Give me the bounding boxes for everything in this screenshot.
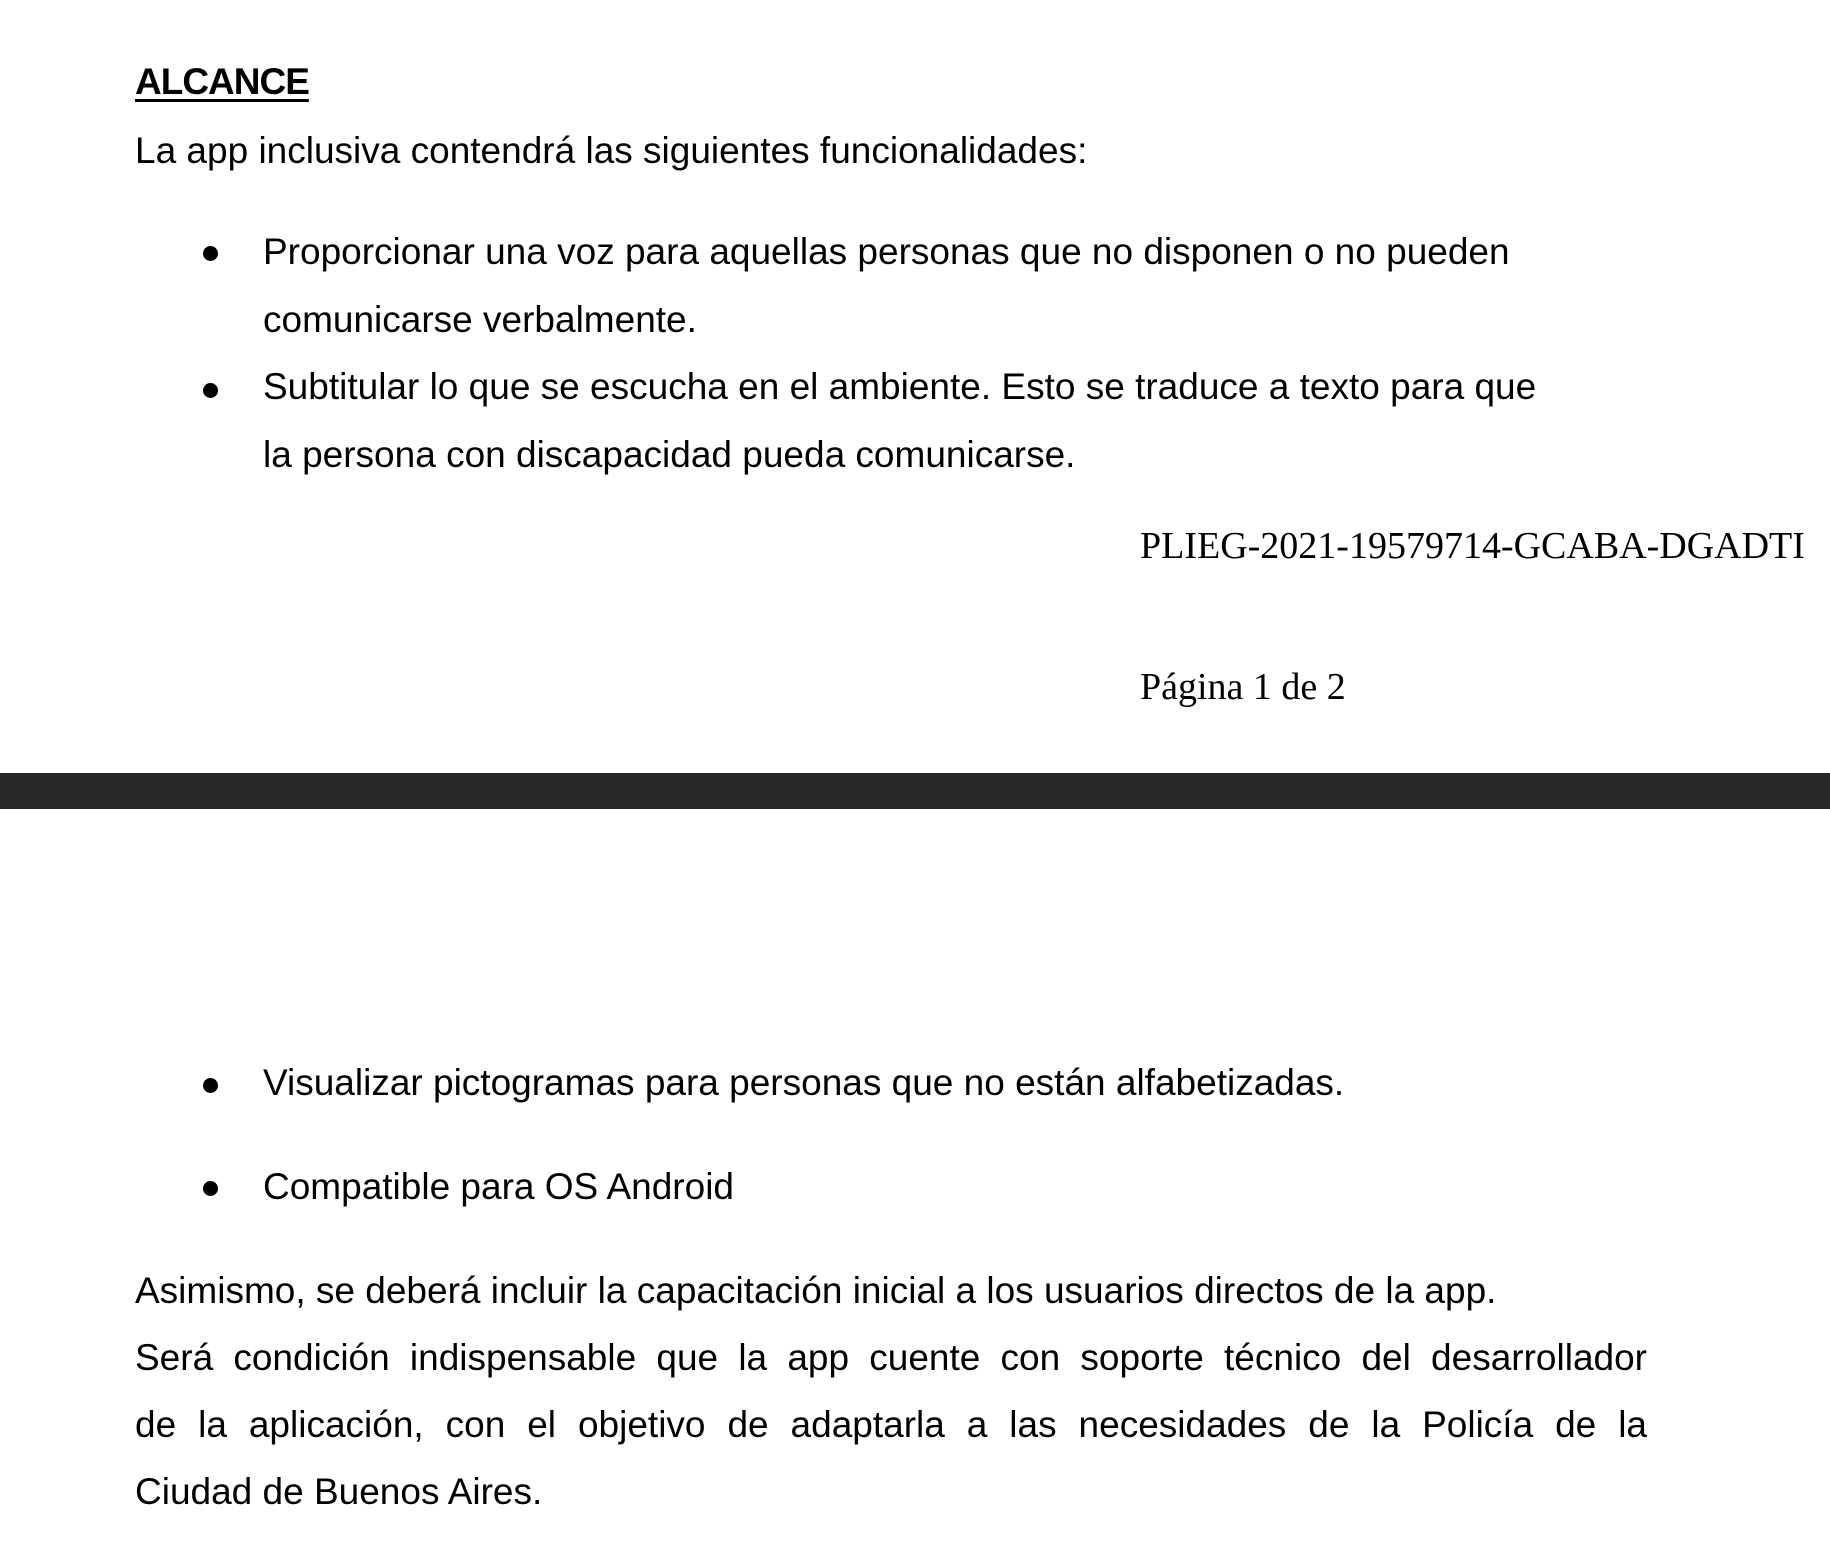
section-heading: ALCANCE xyxy=(135,61,309,102)
list-item-continuation: comunicarse verbalmente. xyxy=(263,299,697,340)
page-divider xyxy=(0,773,1830,809)
bullet-icon xyxy=(203,383,218,398)
list-item-continuation: la persona con discapacidad pueda comunicarse. xyxy=(263,434,1076,475)
list-item: Visualizar pictogramas para personas que no están alfabetizadas. xyxy=(263,1062,1345,1103)
bullet-icon xyxy=(203,1181,218,1196)
document-id: PLIEG-2021-19579714-GCABA-DGADTI xyxy=(1140,525,1805,567)
page-number: Página 1 de 2 xyxy=(1140,666,1346,708)
paragraph-line: Será condición indispensable que la app cuente con soporte técnico del desarrollador xyxy=(135,1337,1647,1378)
paragraph-line: Asimismo, se deberá incluir la capacitación inicial a los usuarios directos de la app. xyxy=(135,1270,1497,1311)
bullet-icon xyxy=(203,1078,218,1093)
paragraph-line: de la aplicación, con el objetivo de adaptarla a las necesidades de la Policía de la xyxy=(135,1404,1647,1445)
intro-text: La app inclusiva contendrá las siguientes funcionalidades: xyxy=(135,130,1088,171)
paragraph-line: Ciudad de Buenos Aires. xyxy=(135,1471,543,1512)
bullet-icon xyxy=(203,246,218,261)
list-item: Proporcionar una voz para aquellas personas que no disponen o no pueden xyxy=(263,231,1510,272)
list-item: Subtitular lo que se escucha en el ambiente. Esto se traduce a texto para que xyxy=(263,366,1537,407)
list-item: Compatible para OS Android xyxy=(263,1166,734,1207)
